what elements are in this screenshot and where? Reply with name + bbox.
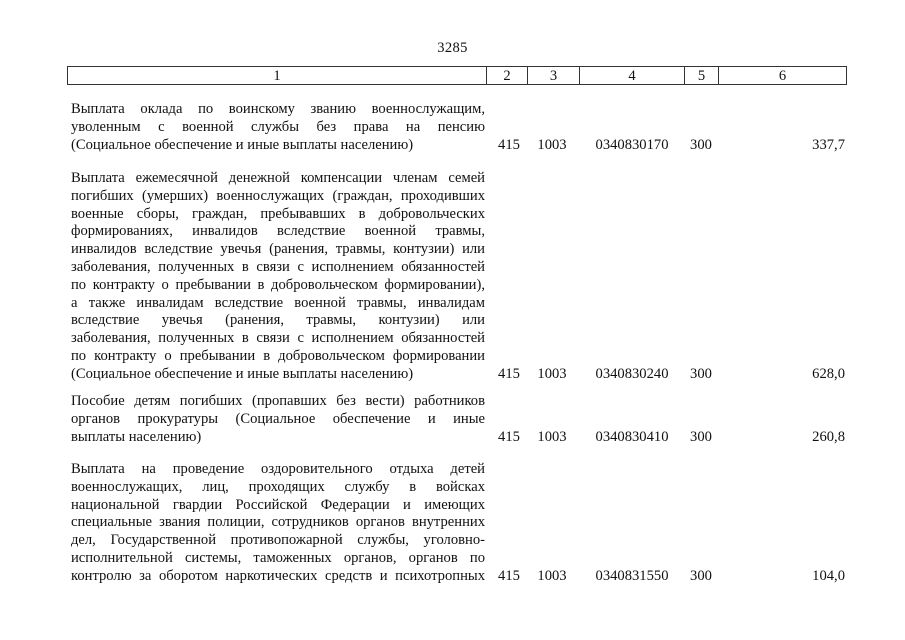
description-line: заболевания, полученных в связи с исполнением обязанностей	[71, 258, 485, 275]
description-line: а также инвалидам вследствие военной травмы, инвалидам	[71, 294, 485, 311]
description-line: Пособие детям погибших (пропавших без вести) работников	[71, 393, 485, 409]
column-header-6: 6	[719, 67, 847, 85]
row-rz-code: 1003	[537, 567, 567, 584]
row-rz-code: 1003	[537, 365, 567, 382]
row-cs-code: 0340830240	[595, 365, 669, 382]
description-line: выплаты населению)	[71, 428, 202, 445]
description-line: исполнительной системы, таможенных органов, органов по	[71, 549, 485, 566]
column-header-4: 4	[580, 67, 685, 85]
column-header-5: 5	[685, 67, 719, 85]
row-sum: 337,7	[812, 136, 845, 153]
page-number: 3285	[437, 40, 468, 56]
description-line: дел, Государственной противопожарной службы, уголовно-	[71, 532, 485, 549]
description-line: (Социальное обеспечение и иные выплаты населению)	[71, 136, 414, 153]
row-vr-code: 300	[690, 567, 712, 584]
description-line: военнослужащих, лиц, проходящих службу в войсках	[71, 478, 485, 495]
row-vr-code: 300	[690, 136, 712, 153]
row-sum: 104,0	[812, 567, 845, 584]
description-line: уволенным с военной службы без права на пенсию	[71, 118, 485, 135]
description-line: (Социальное обеспечение и иные выплаты населению)	[71, 365, 414, 382]
row-cs-code: 0340831550	[595, 567, 669, 584]
description-line: инвалидов вследствие увечья (ранения, травмы, контузии) или	[71, 241, 485, 258]
row-vr-code: 300	[690, 365, 712, 382]
row-cs-code: 0340830410	[595, 428, 669, 445]
description-line: погибших (умерших) военнослужащих (граждан, проходивших	[71, 187, 485, 204]
row-sum: 628,0	[812, 365, 845, 382]
description-line: военные сборы, граждан, пребывавших в добровольческих	[71, 205, 485, 222]
row-rz-code: 1003	[537, 428, 567, 445]
row-vr-code: 300	[690, 428, 712, 445]
column-header-2: 2	[487, 67, 528, 85]
row-gr-code: 415	[498, 567, 520, 584]
row-description	[71, 393, 485, 446]
row-rz-code: 1003	[537, 136, 567, 153]
description-line: вследствие увечья (ранения, травмы, контузии) или	[71, 312, 485, 329]
description-line: контролю за оборотом наркотических средств и психотропных	[71, 567, 485, 584]
column-header-row	[68, 67, 847, 85]
row-description	[71, 101, 485, 154]
description-line: заболевания, полученных в связи с исполнением обязанностей	[71, 330, 485, 347]
description-line: Выплата ежемесячной денежной компенсации членам семей	[71, 170, 485, 186]
description-line: по контракту о пребывании в добровольческом формировании	[71, 347, 485, 364]
column-header-3: 3	[528, 67, 580, 85]
description-line: специальные звания полиции, сотрудников органов внутренних	[71, 514, 485, 531]
row-gr-code: 415	[498, 428, 520, 445]
row-cs-code: 0340830170	[595, 136, 669, 153]
row-sum: 260,8	[812, 428, 845, 445]
row-description	[71, 170, 485, 384]
row-gr-code: 415	[498, 136, 520, 153]
column-header-table	[67, 66, 847, 85]
description-line: национальной гвардии Российской Федерации и имеющих	[71, 496, 485, 513]
description-line: органов прокуратуры (Социальное обеспечение и иные	[71, 410, 485, 427]
description-line: Выплата на проведение оздоровительного отдыха детей	[71, 461, 485, 477]
description-line: формированиях, инвалидов вследствие военной травмы,	[71, 223, 485, 240]
row-gr-code: 415	[498, 365, 520, 382]
column-header-1: 1	[68, 67, 487, 85]
description-line: по контракту о пребывании в добровольческом формировании),	[71, 276, 485, 293]
row-description	[71, 461, 485, 586]
description-line: Выплата оклада по воинскому званию военнослужащим,	[71, 101, 485, 117]
